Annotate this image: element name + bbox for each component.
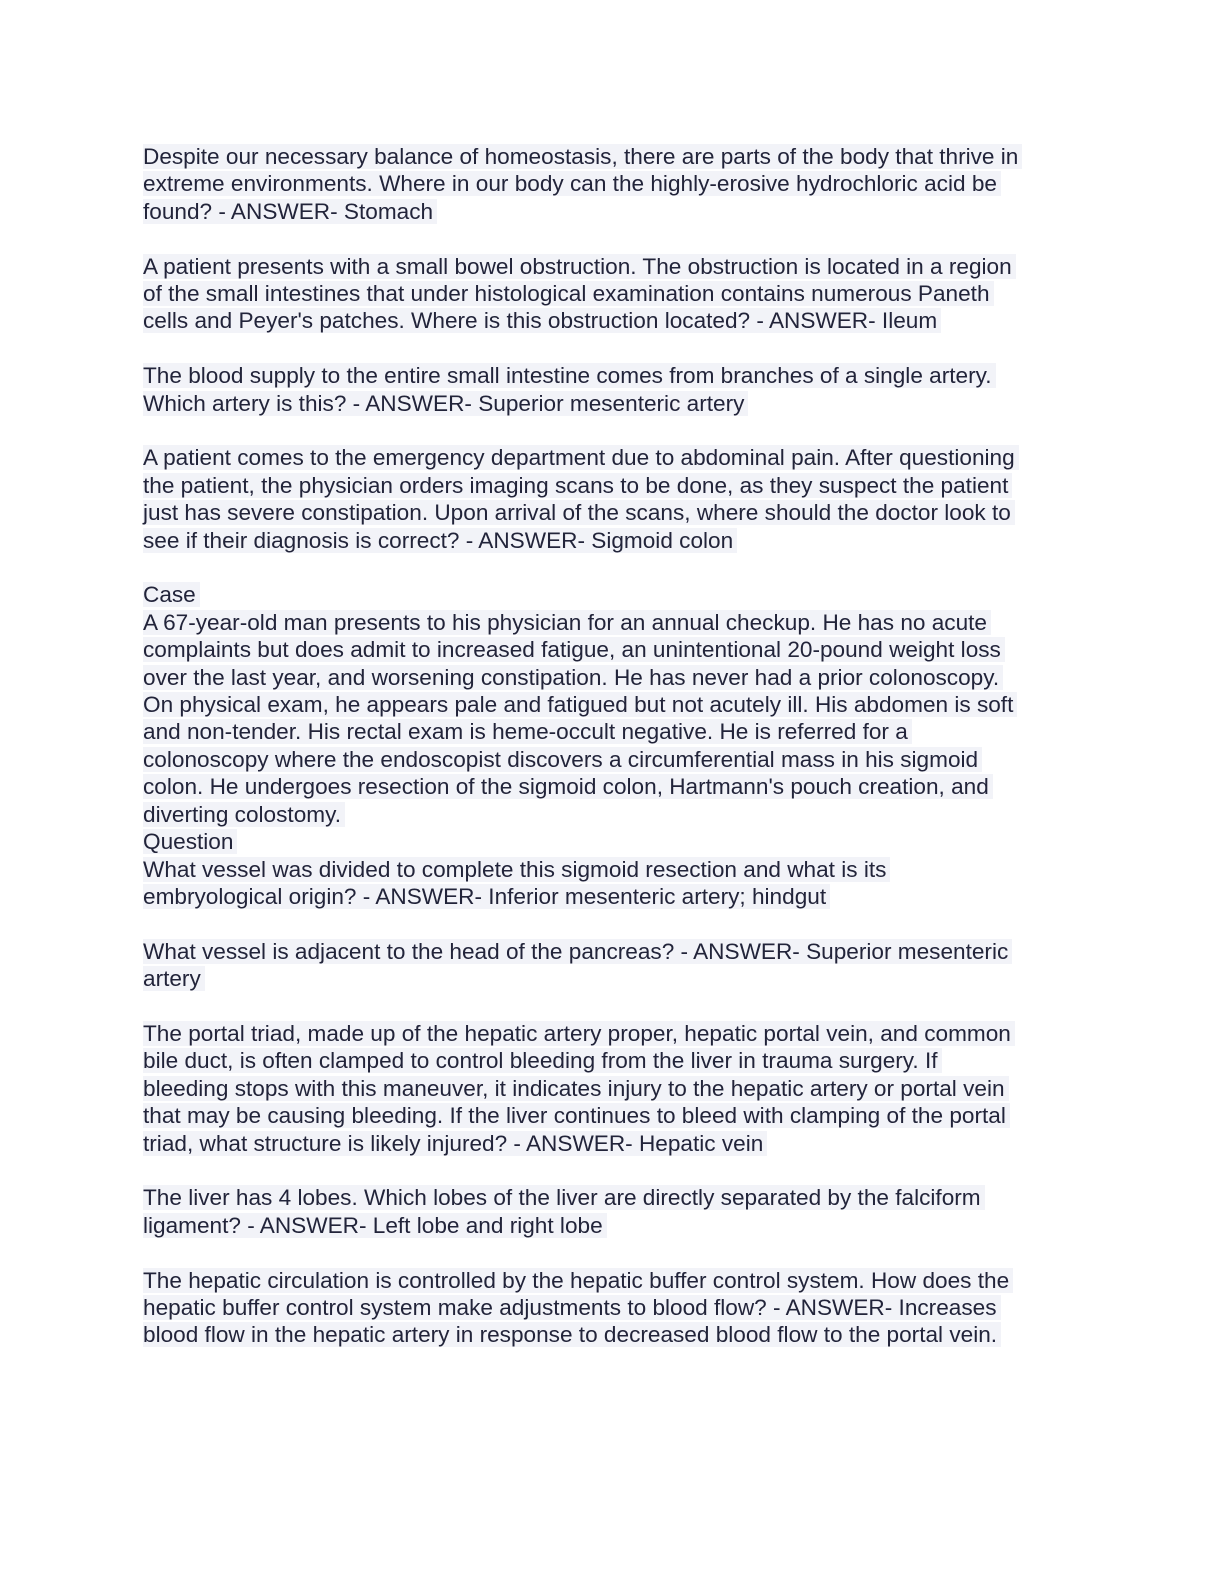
text-line — [143, 938, 1083, 965]
qa-paragraph — [143, 253, 1083, 335]
text-line-content: diverting colostomy. — [143, 802, 345, 827]
text-line — [143, 198, 1083, 225]
paragraph-gap — [143, 417, 1083, 444]
text-line — [143, 801, 1083, 828]
text-line-content: The hepatic circulation is controlled by the hepatic buffer control system. How does the — [143, 1268, 1013, 1293]
text-line — [143, 664, 1083, 691]
text-line-content: colonoscopy where the endoscopist discovers a circumferential mass in his sigmoid — [143, 747, 982, 772]
text-line — [143, 1267, 1083, 1294]
text-line — [143, 581, 1083, 608]
text-line — [143, 1212, 1083, 1239]
text-line-content: triad, what structure is likely injured? - ANSWER- Hepatic vein — [143, 1131, 767, 1156]
text-line — [143, 472, 1083, 499]
text-line — [143, 636, 1083, 663]
paragraph-gap — [143, 1157, 1083, 1184]
qa-paragraph — [143, 1184, 1083, 1239]
text-line-content: A 67-year-old man presents to his physician for an annual checkup. He has no acute — [143, 610, 991, 635]
text-line — [143, 170, 1083, 197]
text-line — [143, 718, 1083, 745]
qa-paragraph — [143, 938, 1083, 993]
text-line — [143, 965, 1083, 992]
text-line-content: blood flow in the hepatic artery in response to decreased blood flow to the portal vein. — [143, 1322, 1001, 1347]
text-line — [143, 691, 1083, 718]
text-line-content: artery — [143, 966, 205, 991]
text-line — [143, 1047, 1083, 1074]
text-line — [143, 280, 1083, 307]
text-line — [143, 1020, 1083, 1047]
paragraph-gap — [143, 993, 1083, 1020]
qa-paragraph — [143, 444, 1083, 554]
text-line-content: ligament? - ANSWER- Left lobe and right lobe — [143, 1213, 607, 1238]
text-line-content: see if their diagnosis is correct? - ANSWER- Sigmoid colon — [143, 528, 737, 553]
text-line-content: The blood supply to the entire small intestine comes from branches of a single artery. — [143, 363, 996, 388]
text-line-content: What vessel is adjacent to the head of the pancreas? - ANSWER- Superior mesenteric — [143, 939, 1012, 964]
text-line-content: bile duct, is often clamped to control bleeding from the liver in trauma surgery. If — [143, 1048, 942, 1073]
text-line-content: A patient comes to the emergency department due to abdominal pain. After questioning — [143, 445, 1019, 470]
text-line — [143, 746, 1083, 773]
text-line — [143, 307, 1083, 334]
qa-paragraph — [143, 1267, 1083, 1349]
text-line — [143, 527, 1083, 554]
qa-paragraph — [143, 581, 1083, 910]
text-line-content: Despite our necessary balance of homeostasis, there are parts of the body that thrive in — [143, 144, 1022, 169]
text-line — [143, 883, 1083, 910]
text-line — [143, 390, 1083, 417]
text-line — [143, 499, 1083, 526]
text-line-content: just has severe constipation. Upon arrival of the scans, where should the doctor look to — [143, 500, 1015, 525]
text-line — [143, 1102, 1083, 1129]
text-line — [143, 1130, 1083, 1157]
text-line-content: The portal triad, made up of the hepatic artery proper, hepatic portal vein, and common — [143, 1021, 1015, 1046]
text-line-content: and non-tender. His rectal exam is heme-occult negative. He is referred for a — [143, 719, 912, 744]
text-line-content: A patient presents with a small bowel obstruction. The obstruction is located in a region — [143, 254, 1016, 279]
text-line-content: the patient, the physician orders imaging scans to be done, as they suspect the patient — [143, 473, 1012, 498]
text-line-content: Which artery is this? - ANSWER- Superior mesenteric artery — [143, 391, 748, 416]
text-line — [143, 1075, 1083, 1102]
text-line-content: found? - ANSWER- Stomach — [143, 199, 437, 224]
text-line — [143, 828, 1083, 855]
qa-paragraph — [143, 143, 1083, 225]
text-line — [143, 444, 1083, 471]
text-line — [143, 856, 1083, 883]
paragraph-gap — [143, 335, 1083, 362]
text-line-content: On physical exam, he appears pale and fatigued but not acutely ill. His abdomen is soft — [143, 692, 1017, 717]
qa-paragraph — [143, 362, 1083, 417]
text-line-content: hepatic buffer control system make adjustments to blood flow? - ANSWER- Increases — [143, 1295, 1001, 1320]
text-line-content: cells and Peyer's patches. Where is this obstruction located? - ANSWER- Ileum — [143, 308, 941, 333]
paragraph-gap — [143, 225, 1083, 252]
paragraph-gap — [143, 1239, 1083, 1266]
text-line-content: The liver has 4 lobes. Which lobes of the liver are directly separated by the falciform — [143, 1185, 985, 1210]
text-line-content: bleeding stops with this maneuver, it indicates injury to the hepatic artery or portal vein — [143, 1076, 1009, 1101]
text-line — [143, 609, 1083, 636]
text-line — [143, 1294, 1083, 1321]
text-line-content: Question — [143, 829, 237, 854]
text-line — [143, 253, 1083, 280]
text-line-content: extreme environments. Where in our body can the highly-erosive hydrochloric acid be — [143, 171, 1001, 196]
text-line — [143, 773, 1083, 800]
text-line — [143, 362, 1083, 389]
text-line — [143, 143, 1083, 170]
text-line — [143, 1321, 1083, 1348]
paragraph-gap — [143, 554, 1083, 581]
text-line-content: Case — [143, 582, 200, 607]
document-page — [143, 143, 1083, 1349]
paragraph-gap — [143, 910, 1083, 937]
qa-paragraph — [143, 1020, 1083, 1157]
text-line-content: of the small intestines that under histological examination contains numerous Paneth — [143, 281, 994, 306]
text-line-content: complaints but does admit to increased fatigue, an unintentional 20-pound weight loss — [143, 637, 1005, 662]
text-line-content: that may be causing bleeding. If the liver continues to bleed with clamping of the portal — [143, 1103, 1010, 1128]
text-line — [143, 1184, 1083, 1211]
text-line-content: embryological origin? - ANSWER- Inferior mesenteric artery; hindgut — [143, 884, 830, 909]
text-line-content: What vessel was divided to complete this sigmoid resection and what is its — [143, 857, 890, 882]
text-line-content: over the last year, and worsening constipation. He has never had a prior colonoscopy. — [143, 665, 1003, 690]
text-line-content: colon. He undergoes resection of the sigmoid colon, Hartmann's pouch creation, and — [143, 774, 993, 799]
